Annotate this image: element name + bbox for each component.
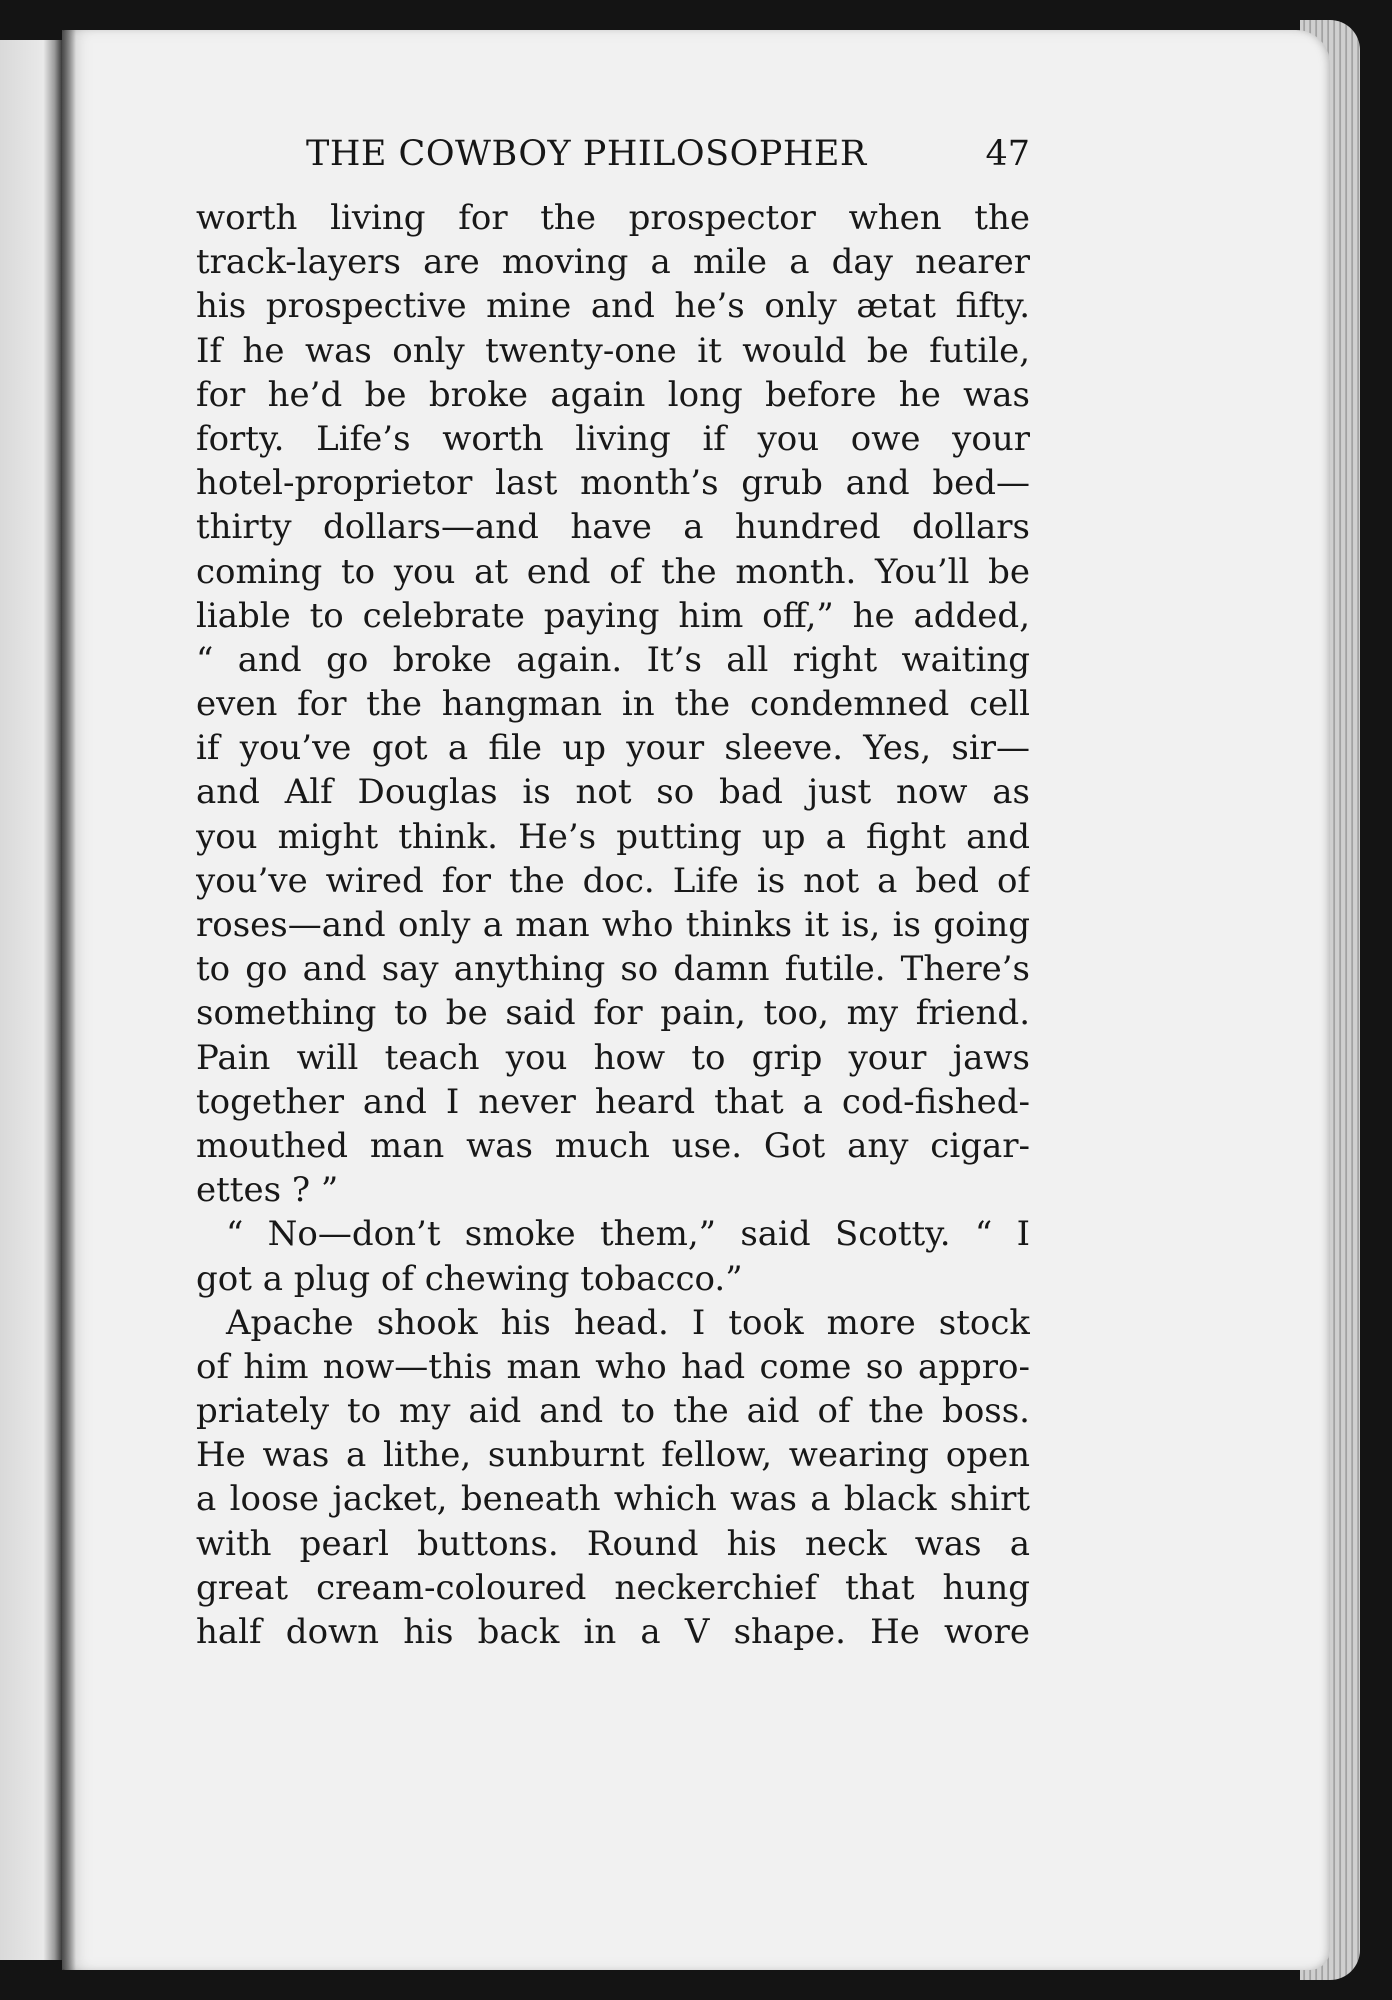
text-line: if you’ve got a file up your sleeve. Yes, sir— [196, 728, 1030, 769]
text-line: “ No—don’t smoke them,” said Scotty. “ I [226, 1214, 1030, 1255]
text-line: great cream-coloured neckerchief that hung [196, 1567, 1030, 1608]
text-line: got a plug of chewing tobacco.” [196, 1258, 743, 1299]
text-line: half down his back in a V shape. He wore [196, 1612, 1030, 1652]
text-line: to go and say anything so damn futile. There’s [196, 949, 1030, 990]
text-line: He was a lithe, sunburnt fellow, wearing open [196, 1435, 1030, 1476]
text-line: coming to you at end of the month. You’ll be [196, 551, 1030, 592]
text-line: If he was only twenty-one it would be futile, [196, 330, 1030, 371]
text-line: together and I never heard that a cod-fished- [196, 1081, 1030, 1122]
text-line: liable to celebrate paying him off,” he added, [196, 595, 1030, 636]
text-line: forty. Life’s worth living if you owe your [196, 418, 1030, 459]
text-line: Apache shook his head. I took more stock [226, 1302, 1030, 1343]
text-line: priately to my aid and to the aid of the boss. [196, 1391, 1030, 1432]
facing-page-edge [0, 40, 62, 1960]
text-line: something to be said for pain, too, my friend. [196, 993, 1030, 1034]
gutter-shadow [62, 30, 76, 1970]
text-line: track-layers are moving a mile a day nearer [196, 242, 1030, 283]
text-line: his prospective mine and he’s only ætat fifty. [196, 286, 1030, 327]
text-line: hotel-proprietor last month’s grub and bed— [196, 463, 1030, 504]
text-line: of him now—this man who had come so appro- [196, 1346, 1030, 1387]
text-line: “ and go broke again. It’s all right waiting [196, 639, 1030, 680]
text-line: thirty dollars—and have a hundred dollars [196, 507, 1030, 548]
text-line: mouthed man was much use. Got any cigar- [196, 1125, 1030, 1166]
text-line: and Alf Douglas is not so bad just now as [196, 772, 1030, 813]
text-line: ettes ? ” [196, 1170, 339, 1211]
body-text [196, 196, 1030, 1654]
text-line: with pearl buttons. Round his neck was a [196, 1523, 1030, 1564]
text-line: you might think. He’s putting up a fight and [196, 816, 1030, 857]
text-line: for he’d be broke again long before he was [196, 374, 1030, 415]
text-line: even for the hangman in the condemned cell [196, 684, 1030, 725]
text-line: Pain will teach you how to grip your jaws [196, 1037, 1030, 1078]
text-line: roses—and only a man who thinks it is, is going [196, 905, 1030, 945]
running-head [196, 134, 1030, 182]
page-number: 47 [985, 134, 1030, 174]
text-line: you’ve wired for the doc. Life is not a bed of [196, 860, 1030, 901]
text-line: a loose jacket, beneath which was a black shirt [196, 1479, 1030, 1520]
running-title: THE COWBOY PHILOSOPHER [306, 134, 867, 174]
text-line: worth living for the prospector when the [196, 198, 1030, 238]
